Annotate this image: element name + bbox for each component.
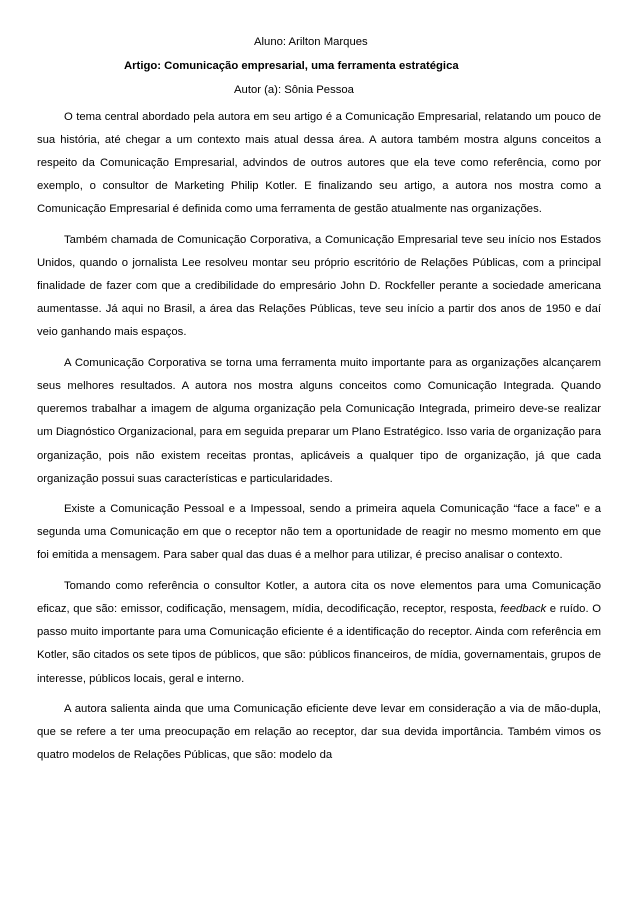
article-body bbox=[37, 106, 601, 768]
paragraph-5-text-a: Tomando como referência o consultor Kotler, a autora cita os nove elementos para uma Comunicação eficaz, que são: emissor, codificação, mensagem, mídia, decodificação, receptor, resposta, bbox=[37, 580, 601, 616]
student-name: Aluno: Arilton Marques bbox=[254, 36, 368, 48]
paragraph-4: Existe a Comunicação Pessoal e a Impessoal, sendo a primeira aquela Comunicação “face a face” e a segunda uma Comunicação em que o receptor não tem a oportunidade de reagir no mesmo momento em que foi emitida a mensagem. Para saber qual das duas é a melhor para utilizar, é preciso analisar o contexto. bbox=[37, 503, 601, 562]
paragraph-6: A autora salienta ainda que uma Comunicação eficiente deve levar em consideração a via de mão-dupla, que se refere a ter uma preocupação em relação ao receptor, dar sua devida importância. Também vimos os quatro modelos de Relações Públicas, que são: modelo da bbox=[37, 703, 601, 762]
article-title: Artigo: Comunicação empresarial, uma ferramenta estratégica bbox=[124, 60, 459, 72]
paragraph-5-text-b: e ruído. O passo muito importante para uma Comunicação eficiente é a identificação do receptor. Ainda com referência em Kotler, são citados os sete tipos de públicos, que são: públicos financeiros, de mídia, governamentais, grupos de interesse, públicos locais, geral e interno. bbox=[37, 603, 602, 685]
paragraph-2: Também chamada de Comunicação Corporativa, a Comunicação Empresarial teve seu início nos Estados Unidos, quando o jornalista Lee resolveu montar seu próprio escritório de Relações Públicas, com a principal finalidade de fazer com que a credibilidade do empresário John D. Rockfeller perante a sociedade americana aumentasse. Já aqui no Brasil, a área das Relações Públicas, teve seu início a partir dos anos de 1950 e daí veio ganhando mais espaços. bbox=[37, 234, 601, 339]
paragraph-1: O tema central abordado pela autora em seu artigo é a Comunicação Empresarial, relatando um pouco de sua história, até chegar a um contexto mais atual dessa área. A autora também mostra alguns conceitos a respeito da Comunicação Empresarial, advindos de outros autores que ela teve como referência, como por exemplo, o consultor de Marketing Philip Kotler. E finalizando seu artigo, a autora nos mostra como a Comunicação Empresarial é definida como uma ferramenta de gestão atualmente nas organizações. bbox=[37, 111, 601, 216]
paragraph-3: A Comunicação Corporativa se torna uma ferramenta muito importante para as organizações alcançarem seus melhores resultados. A autora nos mostra alguns conceitos como Comunicação Integrada. Quando queremos trabalhar a imagem de alguma organização pela Comunicação Integrada, primeiro deve-se realizar um Diagnóstico Organizacional, para em seguida preparar um Plano Estratégico. Isso varia de organização para organização, pois não existem receitas prontas, aplicáveis a qualquer tipo de organização, já que cada organização possui suas características e particularidades. bbox=[37, 357, 601, 485]
document-page bbox=[37, 34, 601, 775]
paragraph-5 bbox=[37, 575, 601, 690]
feedback-term: feedback bbox=[500, 603, 547, 616]
article-author: Autor (a): Sônia Pessoa bbox=[234, 84, 354, 96]
